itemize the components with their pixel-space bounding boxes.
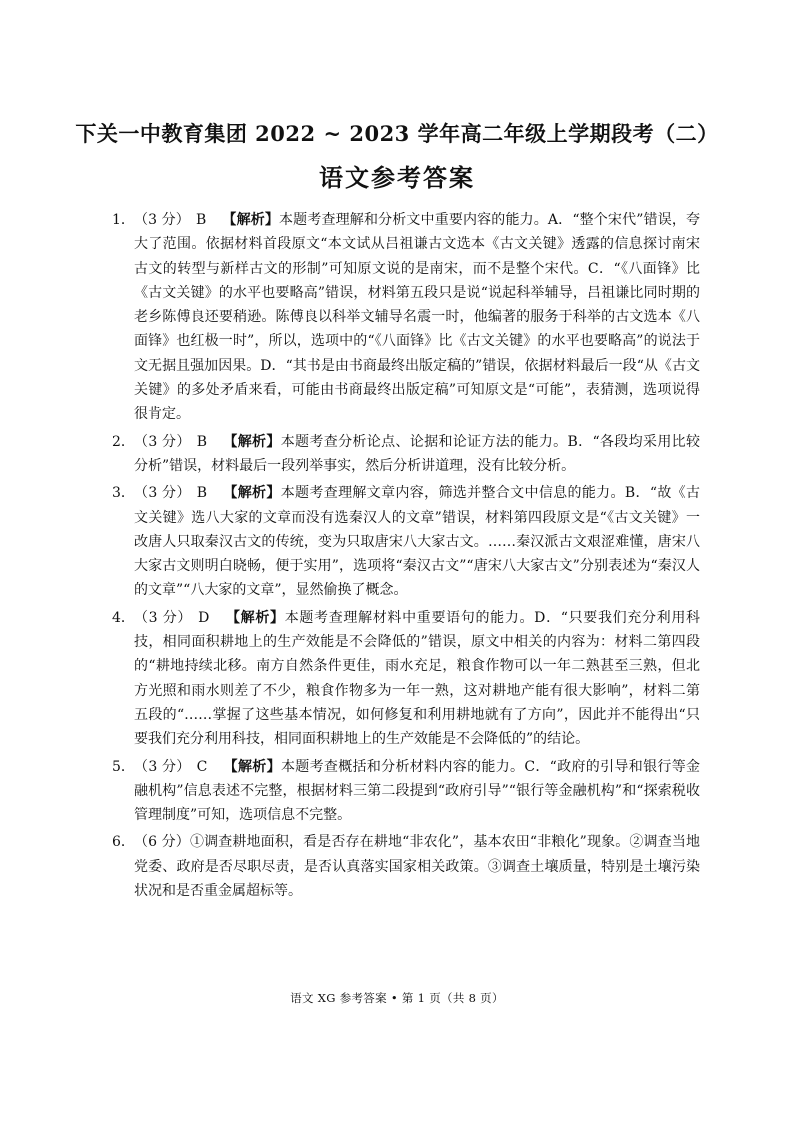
item-analysis-tag: 【解析】 <box>222 212 280 228</box>
item-answer: B <box>196 485 208 502</box>
answer-item-2 <box>112 430 700 479</box>
item-explanation: 本题考查理解和分析文中重要内容的能力。A．“整个宋代”错误，夸大了范围。依据材料首段原文“本文试从吕祖谦古文选本《古文关键》透露的信息探讨南宋古文的转型与新样古文的形制”可知原文说的是南宋，而不是整个宋代。C．“《八面锋》比《古文关键》的水平也要略高”错误，材料第五段只是说“说起科举辅导，吕祖谦比同时期的老乡陈傅良还要稍逊。陈傅良以科举文辅导名震一时，他编著的服务于科举的古文选本《八面锋》也红极一时”，所以，选项中的“《八面锋》比《古文关键》的水平也要略高”的说法于文无据且强加因果。D．“其书是由书商最终出版定稿的”错误，依据材料最后一段“从《古文关键》的多处矛盾来看，可能由书商最终出版定稿”可知原文是“可能”，表猜测，选项说得很肯定。 <box>134 212 700 423</box>
item-explanation: 本题考查理解文章内容，筛选并整合文中信息的能力。B．“故《古文关键》选八大家的文章而没有选秦汉人的文章”错误，材料第四段原文是“《古文关键》一改唐人只取秦汉古文的传统，变为只取唐宋八大家古文。……秦汉派古文艰涩难懂，唐宋八大家古文则明白晓畅，便于实用”，选项将“秦汉古文”“唐宋八大家古文”分别表述为“秦汉人的文章”“八大家的文章”，显然偷换了概念。 <box>134 485 700 599</box>
item-analysis-tag: 【解析】 <box>223 485 281 502</box>
item-answer: D <box>198 609 210 626</box>
answer-item-3 <box>112 481 700 602</box>
item-explanation: 本题考查分析论点、论据和论证方法的能力。B．“各段均采用比较分析”错误，材料最后一段列举事实，然后分析讲道理，没有比较分析。 <box>134 433 700 474</box>
document-subtitle: 语文参考答案 <box>319 163 475 192</box>
item-score: （3 分） <box>134 485 191 502</box>
item-score: （3 分） <box>134 609 193 626</box>
item-score: （6 分） <box>134 834 190 851</box>
item-analysis-tag: 【解析】 <box>223 433 281 450</box>
item-number: 5． <box>112 758 135 775</box>
answer-item-1 <box>112 208 700 427</box>
item-score: （3 分） <box>134 433 191 450</box>
item-answer: B <box>195 212 207 228</box>
item-answer: C <box>196 758 208 775</box>
item-analysis-tag: 【解析】 <box>225 609 285 626</box>
item-number: 3． <box>112 485 135 502</box>
item-explanation: 本题考查概括和分析材料内容的能力。C．“政府的引导和银行等金融机构”信息表述不完整，根据材料三第二段提到“政府引导”“银行等金融机构”和“探索税收管理制度”可知，选项信息不完整。 <box>134 758 701 824</box>
item-number: 1． <box>112 212 135 228</box>
item-score: （3 分） <box>134 212 190 228</box>
item-answer: B <box>196 433 208 450</box>
answer-item-6 <box>112 830 700 903</box>
page-footer: 语文 XG 参考答案 • 第 1 页（共 8 页） <box>290 991 504 1005</box>
item-explanation: 本题考查理解材料中重要语句的能力。D．“只要我们充分利用科技，相同面积耕地上的生产效能是不会降低的”错误，原文中相关的内容为：材料二第四段的“耕地持续北移。南方自然条件更佳，雨水充足，粮食作物可以一年二熟甚至三熟，但北方光照和雨水则差了不少，粮食作物多为一年一熟，这对耕地产能有很大影响”，材料二第五段的“……掌握了这些基本情况，如何修复和利用耕地就有了方向”，因此并不能得出“只要我们充分利用科技，相同面积耕地上的生产效能是不会降低的”的结论。 <box>134 609 700 748</box>
item-number: 2． <box>112 433 135 450</box>
item-number: 4． <box>112 609 135 626</box>
item-explanation: ①调查耕地面积，看是否存在耕地“非农化”，基本农田“非粮化”现象。②调查当地党委、政府是否尽职尽责，是否认真落实国家相关政策。③调查土壤质量，特别是土壤污染状况和是否重金属超标等。 <box>134 834 700 900</box>
item-score: （3 分） <box>134 758 191 775</box>
answer-item-5 <box>112 755 700 828</box>
item-analysis-tag: 【解析】 <box>223 758 281 775</box>
document-title: 下关一中教育集团 2022 ~ 2023 学年高二年级上学期段考（二） <box>75 121 719 146</box>
answer-list <box>112 208 700 906</box>
item-number: 6． <box>112 834 135 851</box>
answer-item-4 <box>112 606 700 752</box>
